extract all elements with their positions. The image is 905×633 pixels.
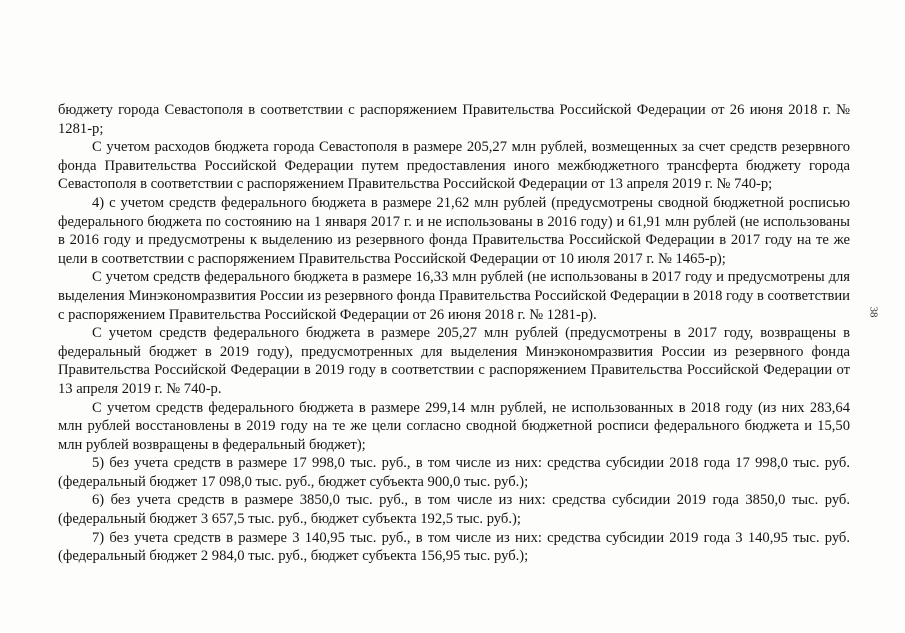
paragraph-continuation: бюджету города Севастополя в соответствии с распоряжением Правительства Российской Федерации от 26 июня 2018 г. № 1281-р;	[58, 102, 850, 137]
paragraph-299-14-mln: С учетом средств федерального бюджета в размере 299,14 млн рублей, не использованных в 2018 году (из них 283,64 млн рублей восстановлены в 2019 году на те же цели согласно сводной бюджетной росписи федерального бюджета и 15,50 млн рублей возвращены в федеральный бюджет);	[58, 399, 850, 453]
paragraph-item-4: 4) с учетом средств федерального бюджета в размере 21,62 млн рублей (предусмотрены сводной бюджетной росписью федерального бюджета по состоянию на 1 января 2017 г. и не использованы в 2016 году) и 61,91 млн рублей (не использованы в 2016 году и предусмотрены к выделению из резервного фонда Правительства Российской Федерации в 2017 году на те же цели в соответствии с распоряжением Правительства Российской Федерации от 10 июля 2017 г. № 1465-р);	[58, 194, 850, 267]
document-body	[58, 101, 850, 566]
page-number: 38	[867, 306, 880, 318]
paragraph-205-27-mln: С учетом средств федерального бюджета в размере 205,27 млн рублей (предусмотрены в 2017 году, возвращены в федеральный бюджет в 2019 году), предусмотренных для выделения Минэкономразвития России из резервного фонда Правительства Российской Федерации в 2019 году в соответствии с распоряжением Правительства Российской Федерации от 13 апреля 2019 г. № 740-р.	[58, 325, 850, 397]
paragraph-16-33-mln: С учетом средств федерального бюджета в размере 16,33 млн рублей (не использованы в 2017 году и предусмотрены для выделения Минэкономразвития России из резервного фонда Правительства Российской Федерации в 2018 году в соответствии с распоряжением Правительства Российской Федерации от 26 июня 2018 г. № 1281-р).	[58, 269, 850, 323]
paragraph-item-7: 7) без учета средств в размере 3 140,95 тыс. руб., в том числе из них: средства субсидии 2019 года 3 140,95 тыс. руб. (федеральный бюджет 2 984,0 тыс. руб., бюджет субъекта 156,95 тыс. руб.);	[58, 529, 850, 565]
paragraph-item-5: 5) без учета средств в размере 17 998,0 тыс. руб., в том числе из них: средства субсидии 2018 года 17 998,0 тыс. руб. (федеральный бюджет 17 098,0 тыс. руб., бюджет субъекта 900,0 тыс. руб.);	[58, 455, 850, 490]
paragraph-sevastopol-expenses: С учетом расходов бюджета города Севастополя в размере 205,27 млн рублей, возмещенных за счет средств резервного фонда Правительства Российской Федерации путем предоставления иного межбюджетного трансферта бюджету города Севастополя в соответствии с распоряжением Правительства Российской Федерации от 13 апреля 2019 г. № 740-р;	[58, 139, 850, 193]
paragraph-item-6: 6) без учета средств в размере 3850,0 тыс. руб., в том числе из них: средства субсидии 2019 года 3850,0 тыс. руб. (федеральный бюджет 3 657,5 тыс. руб., бюджет субъекта 192,5 тыс. руб.);	[58, 492, 850, 528]
